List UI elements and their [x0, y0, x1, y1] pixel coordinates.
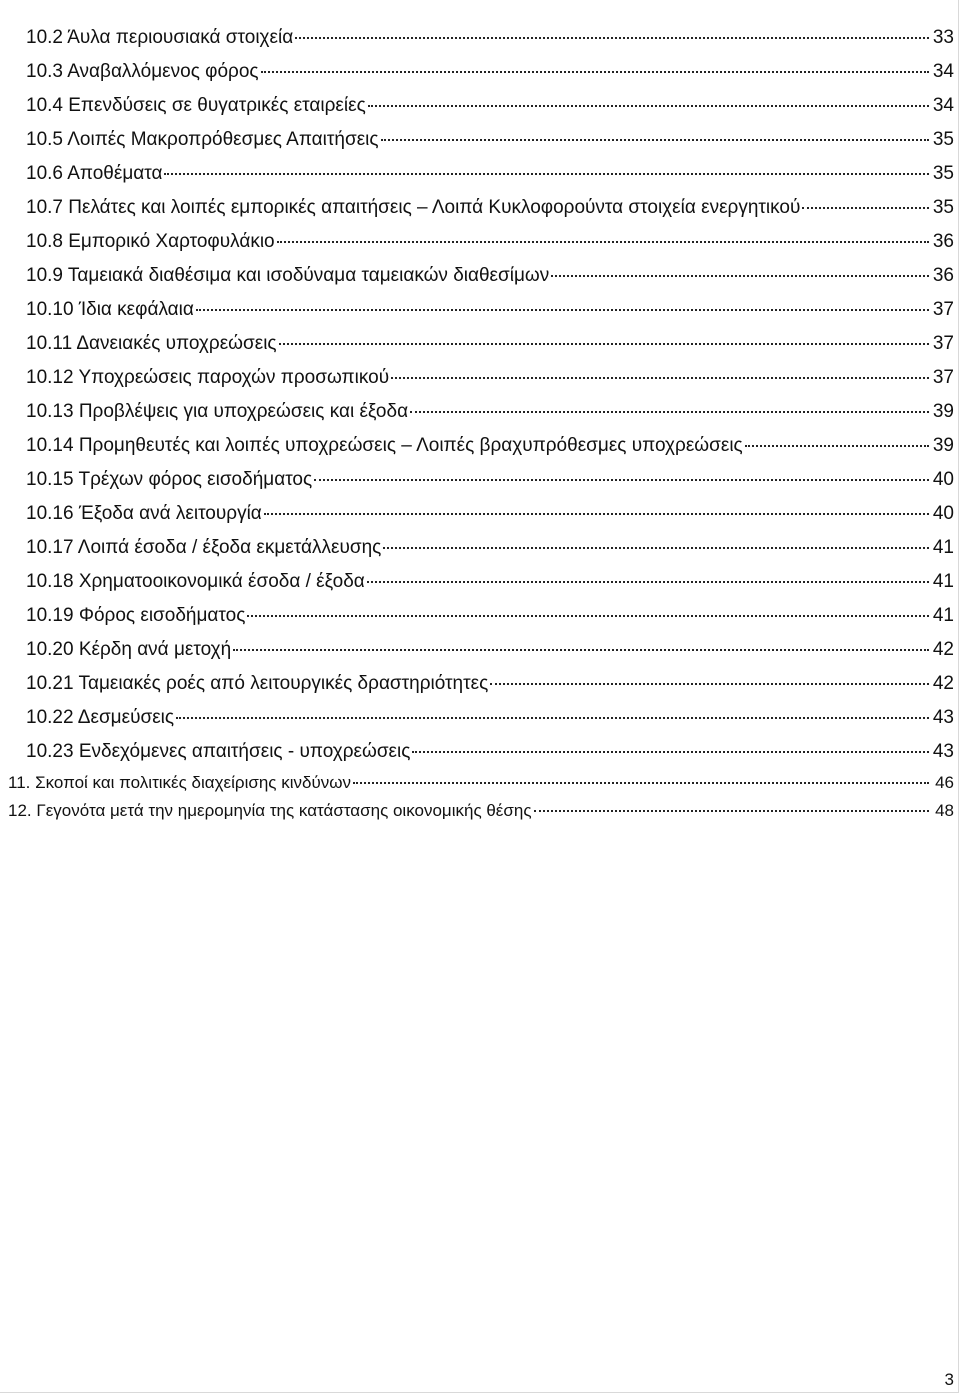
toc-entry-title: 11. Σκοποί και πολιτικές διαχείρισης κινδύνων [8, 773, 352, 792]
toc-entry-page: 40 [932, 503, 954, 524]
toc-entry[interactable] [0, 497, 960, 531]
toc-entry-title: 10.6 Αποθέματα [26, 163, 163, 184]
toc-entry-title: 10.3 Αναβαλλόμενος φόρος [26, 61, 259, 82]
toc-dot-leader [233, 648, 929, 651]
toc-entry[interactable] [0, 123, 960, 157]
toc-dot-leader [314, 478, 929, 481]
toc-dot-leader [196, 308, 929, 311]
toc-entry-title: 12. Γεγονότα μετά την ημερομηνία της κατάστασης οικονομικής θέσης [8, 801, 532, 820]
toc-entry-page: 36 [932, 231, 954, 252]
toc-entry-page: 39 [932, 401, 954, 422]
toc-entry-page: 35 [932, 163, 954, 184]
toc-entry[interactable] [0, 225, 960, 259]
toc-dot-leader [264, 512, 929, 515]
toc-dot-leader [802, 206, 929, 209]
toc-entry-top-level[interactable] [0, 769, 960, 797]
toc-dot-leader [490, 682, 929, 685]
toc-entry-page: 37 [932, 367, 954, 388]
toc-dot-leader [277, 240, 929, 243]
page-number: 3 [944, 1370, 954, 1389]
toc-entry[interactable] [0, 361, 960, 395]
toc-entry[interactable] [0, 463, 960, 497]
toc-entry-title: 10.7 Πελάτες και λοιπές εμπορικές απαιτήσεις – Λοιπά Κυκλοφορούντα στοιχεία ενεργητικού [26, 197, 801, 218]
toc-entry-title: 10.14 Προμηθευτές και λοιπές υποχρεώσεις – Λοιπές βραχυπρόθεσμες υποχρεώσεις [26, 435, 743, 456]
toc-entry-page: 37 [932, 299, 954, 320]
toc-entry[interactable] [0, 89, 960, 123]
toc-dot-leader [534, 809, 929, 812]
toc-entry[interactable] [0, 599, 960, 633]
toc-entry-title: 10.2 Άυλα περιουσιακά στοιχεία [26, 27, 294, 48]
toc-dot-leader [412, 750, 929, 753]
toc-entry-title: 10.18 Χρηματοοικονομικά έσοδα / έξοδα [26, 571, 365, 592]
toc-dot-leader [353, 781, 929, 784]
toc-entry-page: 34 [932, 61, 954, 82]
toc-entry[interactable] [0, 395, 960, 429]
toc-entry-page: 46 [935, 773, 954, 792]
toc-entry-title: 10.22 Δεσμεύσεις [26, 707, 175, 728]
toc-entry-title: 10.9 Ταμειακά διαθέσιμα και ισοδύναμα ταμειακών διαθεσίμων [26, 265, 550, 286]
toc-entry[interactable] [0, 21, 960, 55]
toc-entry-title: 10.5 Λοιπές Μακροπρόθεσμες Απαιτήσεις [26, 129, 379, 150]
toc-entry-title: 10.21 Ταμειακές ροές από λειτουργικές δραστηριότητες [26, 673, 489, 694]
toc-entry-title: 10.16 Έξοδα ανά λειτουργία [26, 503, 262, 524]
toc-entry-page: 33 [932, 27, 954, 48]
toc-entry[interactable] [0, 633, 960, 667]
toc-entry-page: 43 [932, 707, 954, 728]
toc-entry-title: 10.8 Εμπορικό Χαρτοφυλάκιο [26, 231, 275, 252]
toc-entry-page: 40 [932, 469, 954, 490]
toc-dot-leader [391, 376, 929, 379]
toc-entry[interactable] [0, 565, 960, 599]
toc-entry-title: 10.10 Ίδια κεφάλαια [26, 299, 194, 320]
toc-dot-leader [410, 410, 929, 413]
toc-entry-page: 42 [932, 639, 954, 660]
toc-dot-leader [368, 104, 929, 107]
toc-entry-page: 35 [932, 197, 954, 218]
toc-entry-title: 10.11 Δανειακές υποχρεώσεις [26, 333, 277, 354]
toc-dot-leader [261, 70, 929, 73]
toc-dot-leader [551, 274, 929, 277]
toc-entry-top-level[interactable] [0, 797, 960, 825]
toc-entry-page: 34 [932, 95, 954, 116]
toc-entry[interactable] [0, 735, 960, 769]
toc-entry-page: 35 [932, 129, 954, 150]
toc-dot-leader [381, 138, 929, 141]
toc-entry-title: 10.23 Ενδεχόμενες απαιτήσεις - υποχρεώσεις [26, 741, 411, 762]
toc-entry-page: 41 [932, 605, 954, 626]
toc-entry-title: 10.20 Κέρδη ανά μετοχή [26, 639, 232, 660]
toc-entry-page: 48 [935, 801, 954, 820]
toc-entry-page: 41 [932, 571, 954, 592]
toc-entry-page: 41 [932, 537, 954, 558]
toc-entry-page: 36 [932, 265, 954, 286]
toc-entry-title: 10.15 Τρέχων φόρος εισοδήματος [26, 469, 313, 490]
toc-entry[interactable] [0, 55, 960, 89]
toc-dot-leader [279, 342, 929, 345]
toc-entry-page: 42 [932, 673, 954, 694]
toc-entry[interactable] [0, 531, 960, 565]
toc-entry-page: 39 [932, 435, 954, 456]
toc-entry[interactable] [0, 429, 960, 463]
toc-entry-title: 10.19 Φόρος εισοδήματος [26, 605, 246, 626]
table-of-contents [0, 21, 960, 825]
toc-dot-leader [164, 172, 929, 175]
toc-dot-leader [367, 580, 929, 583]
toc-entry[interactable] [0, 327, 960, 361]
toc-dot-leader [383, 546, 929, 549]
toc-entry-title: 10.4 Επενδύσεις σε θυγατρικές εταιρείες [26, 95, 366, 116]
toc-entry-page: 37 [932, 333, 954, 354]
toc-entry-title: 10.12 Υποχρεώσεις παροχών προσωπικού [26, 367, 390, 388]
toc-entry-title: 10.13 Προβλέψεις για υποχρεώσεις και έξοδα [26, 401, 409, 422]
toc-entry[interactable] [0, 293, 960, 327]
toc-entry[interactable] [0, 259, 960, 293]
toc-dot-leader [295, 36, 929, 39]
toc-dot-leader [176, 716, 929, 719]
toc-entry-title: 10.17 Λοιπά έσοδα / έξοδα εκμετάλλευσης [26, 537, 382, 558]
toc-entry[interactable] [0, 667, 960, 701]
toc-entry-page: 43 [932, 741, 954, 762]
toc-entry[interactable] [0, 701, 960, 735]
toc-dot-leader [247, 614, 929, 617]
toc-entry[interactable] [0, 157, 960, 191]
toc-dot-leader [745, 444, 929, 447]
toc-entry[interactable] [0, 191, 960, 225]
